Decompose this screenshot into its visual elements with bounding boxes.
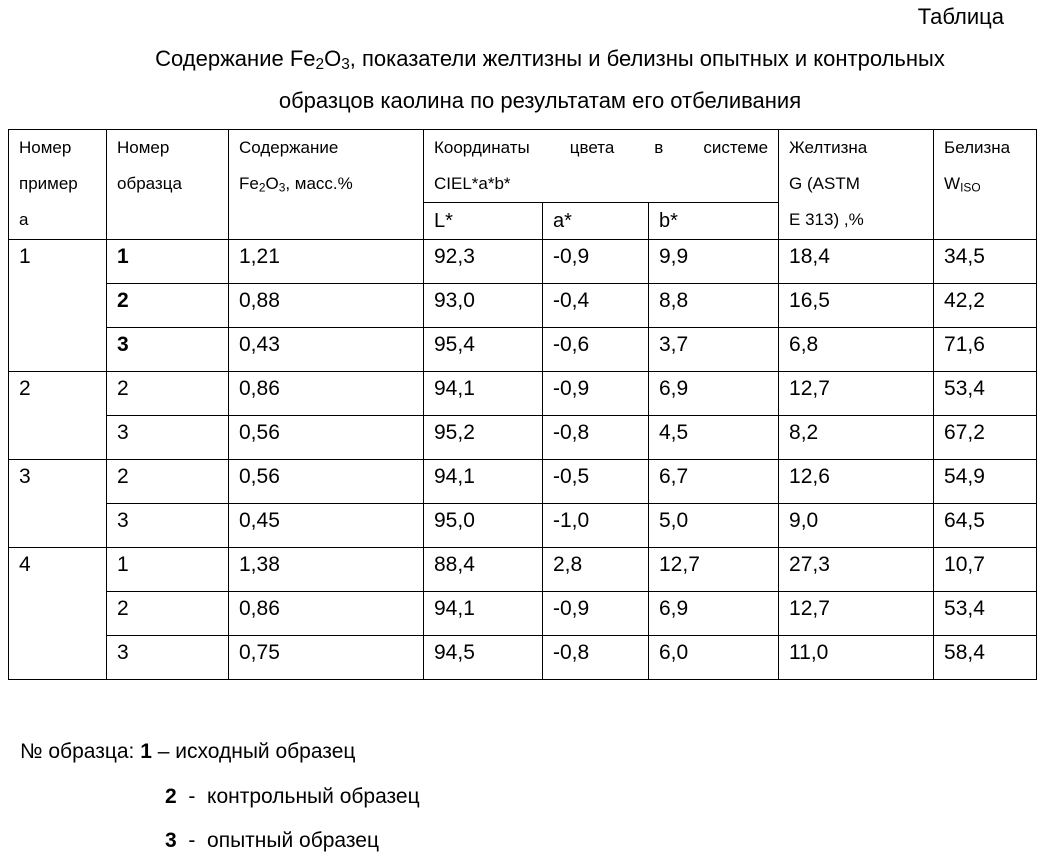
cell-fe: 0,86 [229, 592, 424, 636]
cell-fe: 0,43 [229, 328, 424, 372]
cell-a: -0,4 [543, 284, 649, 328]
cell-G: 12,7 [779, 372, 934, 416]
cell-L: 92,3 [424, 240, 543, 284]
cell-W: 64,5 [934, 504, 1037, 548]
header-color-coordinates: Координаты цвета в системе CIEL*a*b* [424, 130, 779, 203]
cell-G: 12,6 [779, 460, 934, 504]
cell-a: -0,6 [543, 328, 649, 372]
cell-G: 12,7 [779, 592, 934, 636]
cell-L: 95,2 [424, 416, 543, 460]
cell-fe: 0,45 [229, 504, 424, 548]
table-row [9, 592, 1037, 636]
cell-example [9, 592, 107, 636]
cell-sample: 2 [107, 284, 229, 328]
cell-G: 9,0 [779, 504, 934, 548]
cell-example: 3 [9, 460, 107, 504]
cell-sample: 3 [107, 328, 229, 372]
cell-b: 8,8 [649, 284, 779, 328]
cell-W: 53,4 [934, 372, 1037, 416]
cell-example [9, 328, 107, 372]
cell-W: 71,6 [934, 328, 1037, 372]
cell-L: 95,4 [424, 328, 543, 372]
header-sample-number: Номер образца [107, 130, 229, 240]
cell-b: 3,7 [649, 328, 779, 372]
cell-L: 95,0 [424, 504, 543, 548]
cell-a: -0,5 [543, 460, 649, 504]
cell-G: 11,0 [779, 636, 934, 680]
cell-fe: 0,86 [229, 372, 424, 416]
cell-b: 6,9 [649, 372, 779, 416]
table-row [9, 636, 1037, 680]
cell-fe: 0,56 [229, 416, 424, 460]
cell-example [9, 416, 107, 460]
cell-a: -0,8 [543, 416, 649, 460]
cell-b: 6,0 [649, 636, 779, 680]
cell-a: 2,8 [543, 548, 649, 592]
cell-sample: 3 [107, 636, 229, 680]
cell-fe: 0,75 [229, 636, 424, 680]
cell-sample: 1 [107, 240, 229, 284]
table-row [9, 240, 1037, 284]
cell-W: 10,7 [934, 548, 1037, 592]
header-a: a* [543, 203, 649, 240]
cell-fe: 1,21 [229, 240, 424, 284]
cell-a: -0,9 [543, 372, 649, 416]
header-b: b* [649, 203, 779, 240]
table-row [9, 504, 1037, 548]
table-row [9, 416, 1037, 460]
legend-item-3: 3 - опытный образец [165, 829, 379, 853]
cell-sample: 2 [107, 372, 229, 416]
cell-W: 34,5 [934, 240, 1037, 284]
cell-example [9, 636, 107, 680]
cell-G: 27,3 [779, 548, 934, 592]
table-title-line1: Содержание Fe2O3, показатели желтизны и белизны опытных и контрольных [0, 46, 1044, 74]
cell-b: 5,0 [649, 504, 779, 548]
header-L: L* [424, 203, 543, 240]
cell-G: 8,2 [779, 416, 934, 460]
cell-L: 94,1 [424, 372, 543, 416]
header-whiteness: Белизна WISO [934, 130, 1037, 240]
cell-b: 6,7 [649, 460, 779, 504]
cell-sample: 2 [107, 592, 229, 636]
cell-W: 58,4 [934, 636, 1037, 680]
cell-G: 18,4 [779, 240, 934, 284]
table-row [9, 328, 1037, 372]
cell-W: 53,4 [934, 592, 1037, 636]
table-row [9, 548, 1037, 592]
cell-b: 4,5 [649, 416, 779, 460]
header-example-number: Номер пример а [9, 130, 107, 240]
cell-L: 93,0 [424, 284, 543, 328]
cell-L: 88,4 [424, 548, 543, 592]
cell-W: 42,2 [934, 284, 1037, 328]
cell-a: -0,9 [543, 592, 649, 636]
header-yellowness: Желтизна G (ASTM E 313) ,% [779, 130, 934, 240]
cell-b: 6,9 [649, 592, 779, 636]
cell-a: -1,0 [543, 504, 649, 548]
cell-W: 67,2 [934, 416, 1037, 460]
cell-a: -0,8 [543, 636, 649, 680]
cell-sample: 3 [107, 416, 229, 460]
cell-fe: 1,38 [229, 548, 424, 592]
cell-example [9, 504, 107, 548]
cell-sample: 1 [107, 548, 229, 592]
cell-example: 4 [9, 548, 107, 592]
table-row [9, 460, 1037, 504]
cell-example: 2 [9, 372, 107, 416]
cell-b: 9,9 [649, 240, 779, 284]
table-title-line2: образцов каолина по результатам его отбеливания [0, 88, 1044, 114]
header-fe2o3-content: Содержание Fe2O3, масс.% [229, 130, 424, 240]
cell-L: 94,1 [424, 592, 543, 636]
data-table [8, 129, 1037, 680]
cell-fe: 0,88 [229, 284, 424, 328]
cell-b: 12,7 [649, 548, 779, 592]
table-row [9, 284, 1037, 328]
cell-fe: 0,56 [229, 460, 424, 504]
cell-L: 94,1 [424, 460, 543, 504]
cell-example: 1 [9, 240, 107, 284]
cell-G: 6,8 [779, 328, 934, 372]
table-label: Таблица [918, 4, 1004, 30]
cell-sample: 2 [107, 460, 229, 504]
table-row [9, 372, 1037, 416]
cell-W: 54,9 [934, 460, 1037, 504]
cell-a: -0,9 [543, 240, 649, 284]
legend-item-2: 2 - контрольный образец [165, 785, 420, 809]
cell-L: 94,5 [424, 636, 543, 680]
cell-example [9, 284, 107, 328]
cell-G: 16,5 [779, 284, 934, 328]
legend-item-1: № образца: 1 – исходный образец [20, 740, 355, 764]
cell-sample: 3 [107, 504, 229, 548]
